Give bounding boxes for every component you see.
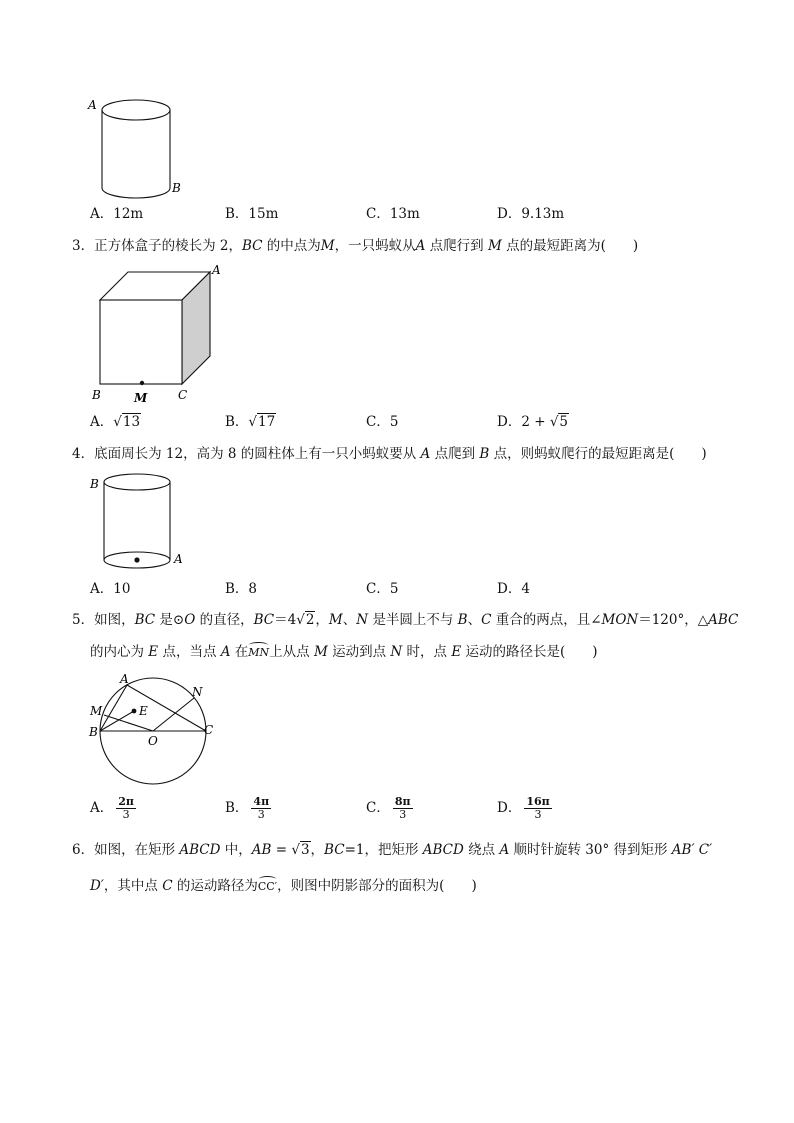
q4-option-d[interactable]: D．4 <box>497 581 530 597</box>
q3-label-a: A <box>212 263 221 277</box>
q4-option-b[interactable]: B．8 <box>225 581 258 597</box>
q3-option-d[interactable]: D．2 + √5 <box>497 414 569 430</box>
q5-label-e: E <box>139 704 148 718</box>
question-5-line-2: 的内心为 E 点，当点 A 在MN上从点 M 运动到点 N 时，点 E 运动的路径长是( ) <box>90 644 598 660</box>
q3-option-b[interactable]: B．√17 <box>225 414 276 430</box>
q4-option-a[interactable]: A．10 <box>90 581 131 597</box>
q5-option-b[interactable]: B． $\frac{4\pi}{3}$ <box>225 795 270 821</box>
q2-option-a[interactable]: A．12m <box>90 206 144 222</box>
q3-option-c[interactable]: C．5 <box>366 414 399 430</box>
q5-label-b: B <box>89 725 98 739</box>
q4-option-c[interactable]: C．5 <box>366 581 399 597</box>
q3-label-c: C <box>178 388 188 402</box>
q3-label-m: M <box>134 391 148 405</box>
q5-option-d[interactable]: D． $\frac{16\pi}{3}$ <box>497 795 550 821</box>
question-6-line-1: 6．如图，在矩形 ABCD 中，AB = √3，BC=1，把矩形 ABCD 绕点 A 顺时针旋转 30° 得到矩形 AB′ C′ <box>72 842 713 858</box>
question-6-line-2: D′，其中点 C 的运动路径为CC′，则图中阴影部分的面积为( ) <box>90 878 477 894</box>
q4-label-b: B <box>90 477 99 491</box>
q5-label-o: O <box>148 734 158 748</box>
q2-option-c[interactable]: C．13m <box>366 206 420 222</box>
q2-option-b[interactable]: B．15m <box>225 206 279 222</box>
q2-label-a: A <box>88 98 97 112</box>
q2-cylinder-figure <box>84 94 194 206</box>
q3-cube-figure <box>86 262 236 410</box>
q2-label-b: B <box>172 181 181 195</box>
q4-label-a: A <box>174 552 183 566</box>
q3-option-a[interactable]: A．√13 <box>90 414 141 430</box>
q5-label-a: A <box>120 672 129 686</box>
q4-cylinder-figure <box>86 470 196 576</box>
q5-label-c: C <box>204 723 214 737</box>
q5-option-a[interactable]: A． $\frac{2\pi}{3}$ <box>90 795 134 821</box>
q2-option-d[interactable]: D．9.13m <box>497 206 565 222</box>
q5-label-m: M <box>90 704 103 718</box>
q3-label-b: B <box>92 388 101 402</box>
question-5-line-1: 5．如图，BC 是⊙O 的直径，BC＝4√2，M、N 是半圆上不与 B、C 重合的两点，且∠MON＝120°，△ABC <box>72 612 739 628</box>
q5-label-n: N <box>192 685 203 699</box>
question-3: 3．正方体盒子的棱长为 2，BC 的中点为M，一只蚂蚁从A 点爬行到 M 点的最短距离为( ) <box>72 238 639 254</box>
q5-circle-figure <box>84 670 224 788</box>
q5-option-c[interactable]: C． $\frac{8\pi}{3}$ <box>366 795 411 821</box>
question-4: 4．底面周长为 12，高为 8 的圆柱体上有一只小蚂蚁要从 A 点爬到 B 点，则蚂蚁爬行的最短距离是( ) <box>72 446 707 462</box>
